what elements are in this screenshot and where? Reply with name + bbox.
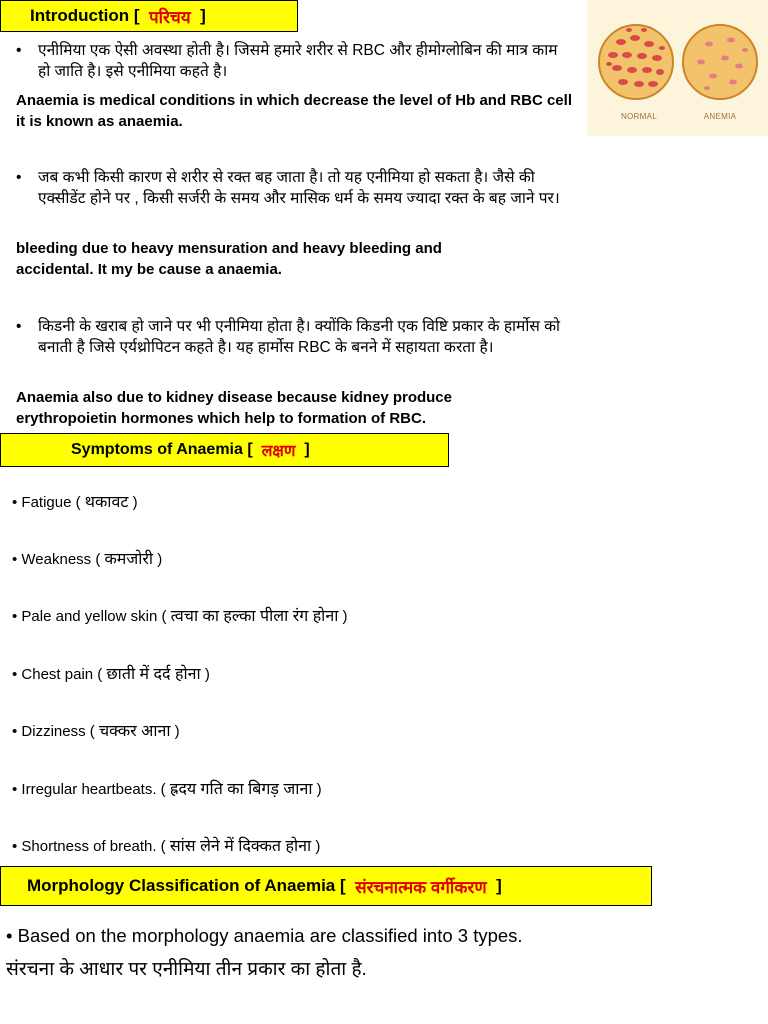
intro-heading-hi: परिचय [148, 7, 191, 27]
blood-cell-comparison-image [587, 0, 768, 136]
intro-paragraph-1-english: Anaemia is medical conditions in which decrease the level of Hb and RBC cell it is known as anaemia. [16, 92, 572, 130]
symptom-item [12, 777, 322, 799]
symptoms-heading-hi: लक्षण [261, 443, 296, 460]
symptom-close: ) [204, 666, 210, 683]
symptom-hi: चक्कर आना [98, 723, 171, 740]
intro-paragraph-1-hindi: एनीमिया एक ऐसी अवस्था होती है। जिसमे हमारे शरीर से RBC और हीमोग्लोबिन की मात्र काम हो जाति है। इसे एनीमिया कहते है। [38, 42, 558, 80]
intro-paragraph-2-hindi: जब कभी किसी कारण से शरीर से रक्त बह जाता है। तो यह एनीमिया हो सकता है। जैसे की एक्सीडेंट होने पर , किसी सर्जरी के समय और मासिक धर्म के समय ज्यादा रक्त के बह जाने पर। [38, 169, 560, 207]
morphology-heading-close: ] [496, 876, 502, 895]
bullet: • [16, 169, 22, 186]
symptom-en: • Weakness ( [12, 551, 101, 568]
symptom-hi: कमजोरी [104, 551, 154, 568]
symptom-en: • Dizziness ( [12, 723, 95, 740]
symptom-item [12, 719, 180, 741]
symptom-en: • Fatigue ( [12, 494, 81, 511]
intro-heading-en: Introduction [ [30, 6, 140, 25]
symptoms-heading-en: Symptoms of Anaemia [ [71, 441, 253, 458]
symptom-hi: ह्रदय गति का बिगड़ जाना [169, 781, 313, 798]
symptom-hi: छाती में दर्द होना [106, 666, 201, 683]
bullet: • [16, 318, 22, 335]
symptom-close: ) [157, 551, 163, 568]
symptom-close: ) [132, 494, 138, 511]
symptom-item [12, 490, 138, 512]
morphology-heading-en: Morphology Classification of Anaemia [ [27, 876, 346, 895]
symptom-item [12, 662, 210, 684]
symptom-en: • Irregular heartbeats. ( [12, 781, 166, 798]
symptom-close: ) [174, 723, 180, 740]
intro-paragraph-2-english: bleeding due to heavy mensuration and heavy bleeding and accidental. It my be cause a anaemia. [16, 240, 442, 278]
symptom-close: ) [315, 838, 321, 855]
symptom-en: • Shortness of breath. ( [12, 838, 166, 855]
morphology-line-english: • Based on the morphology anaemia are classified into 3 types. [6, 925, 523, 946]
symptom-hi: त्वचा का हल्का पीला रंग होना [170, 608, 339, 625]
symptom-en: • Chest pain ( [12, 666, 103, 683]
symptom-close: ) [342, 608, 348, 625]
normal-label: NORMAL [620, 112, 658, 121]
symptom-hi: सांस लेने में दिक्कत होना [169, 838, 312, 855]
symptom-hi: थकावट [84, 494, 129, 511]
symptom-en: • Pale and yellow skin ( [12, 608, 167, 625]
intro-paragraph-3-hindi: किडनी के खराब हो जाने पर भी एनीमिया होता है। क्योंकि किडनी एक विष्टि प्रकार के हार्मोस को बनाती है जिसे एर्यथ्रोपिटन कहते है। यह हार्मोस RBC के बनने में सहायता करता है। [38, 318, 561, 356]
morphology-line-hindi: संरचना के आधार पर एनीमिया तीन प्रकार का होता है. [6, 959, 367, 980]
symptoms-heading-close: ] [304, 441, 310, 458]
intro-heading-close: ] [200, 6, 206, 25]
symptom-close: ) [316, 781, 322, 798]
symptom-item [12, 834, 320, 856]
intro-paragraph-3-english: Anaemia also due to kidney disease because kidney produce erythropoietin hormones which help to formation of RBC. [16, 389, 452, 427]
anemia-label: ANEMIA [703, 112, 737, 121]
intro-heading [0, 0, 298, 32]
symptom-item [12, 547, 162, 569]
morphology-heading [0, 866, 652, 906]
symptoms-heading [0, 433, 449, 467]
bullet: • [16, 42, 22, 59]
symptom-item [12, 604, 348, 626]
morphology-heading-hi: संरचनात्मक वर्गीकरण [355, 877, 487, 897]
